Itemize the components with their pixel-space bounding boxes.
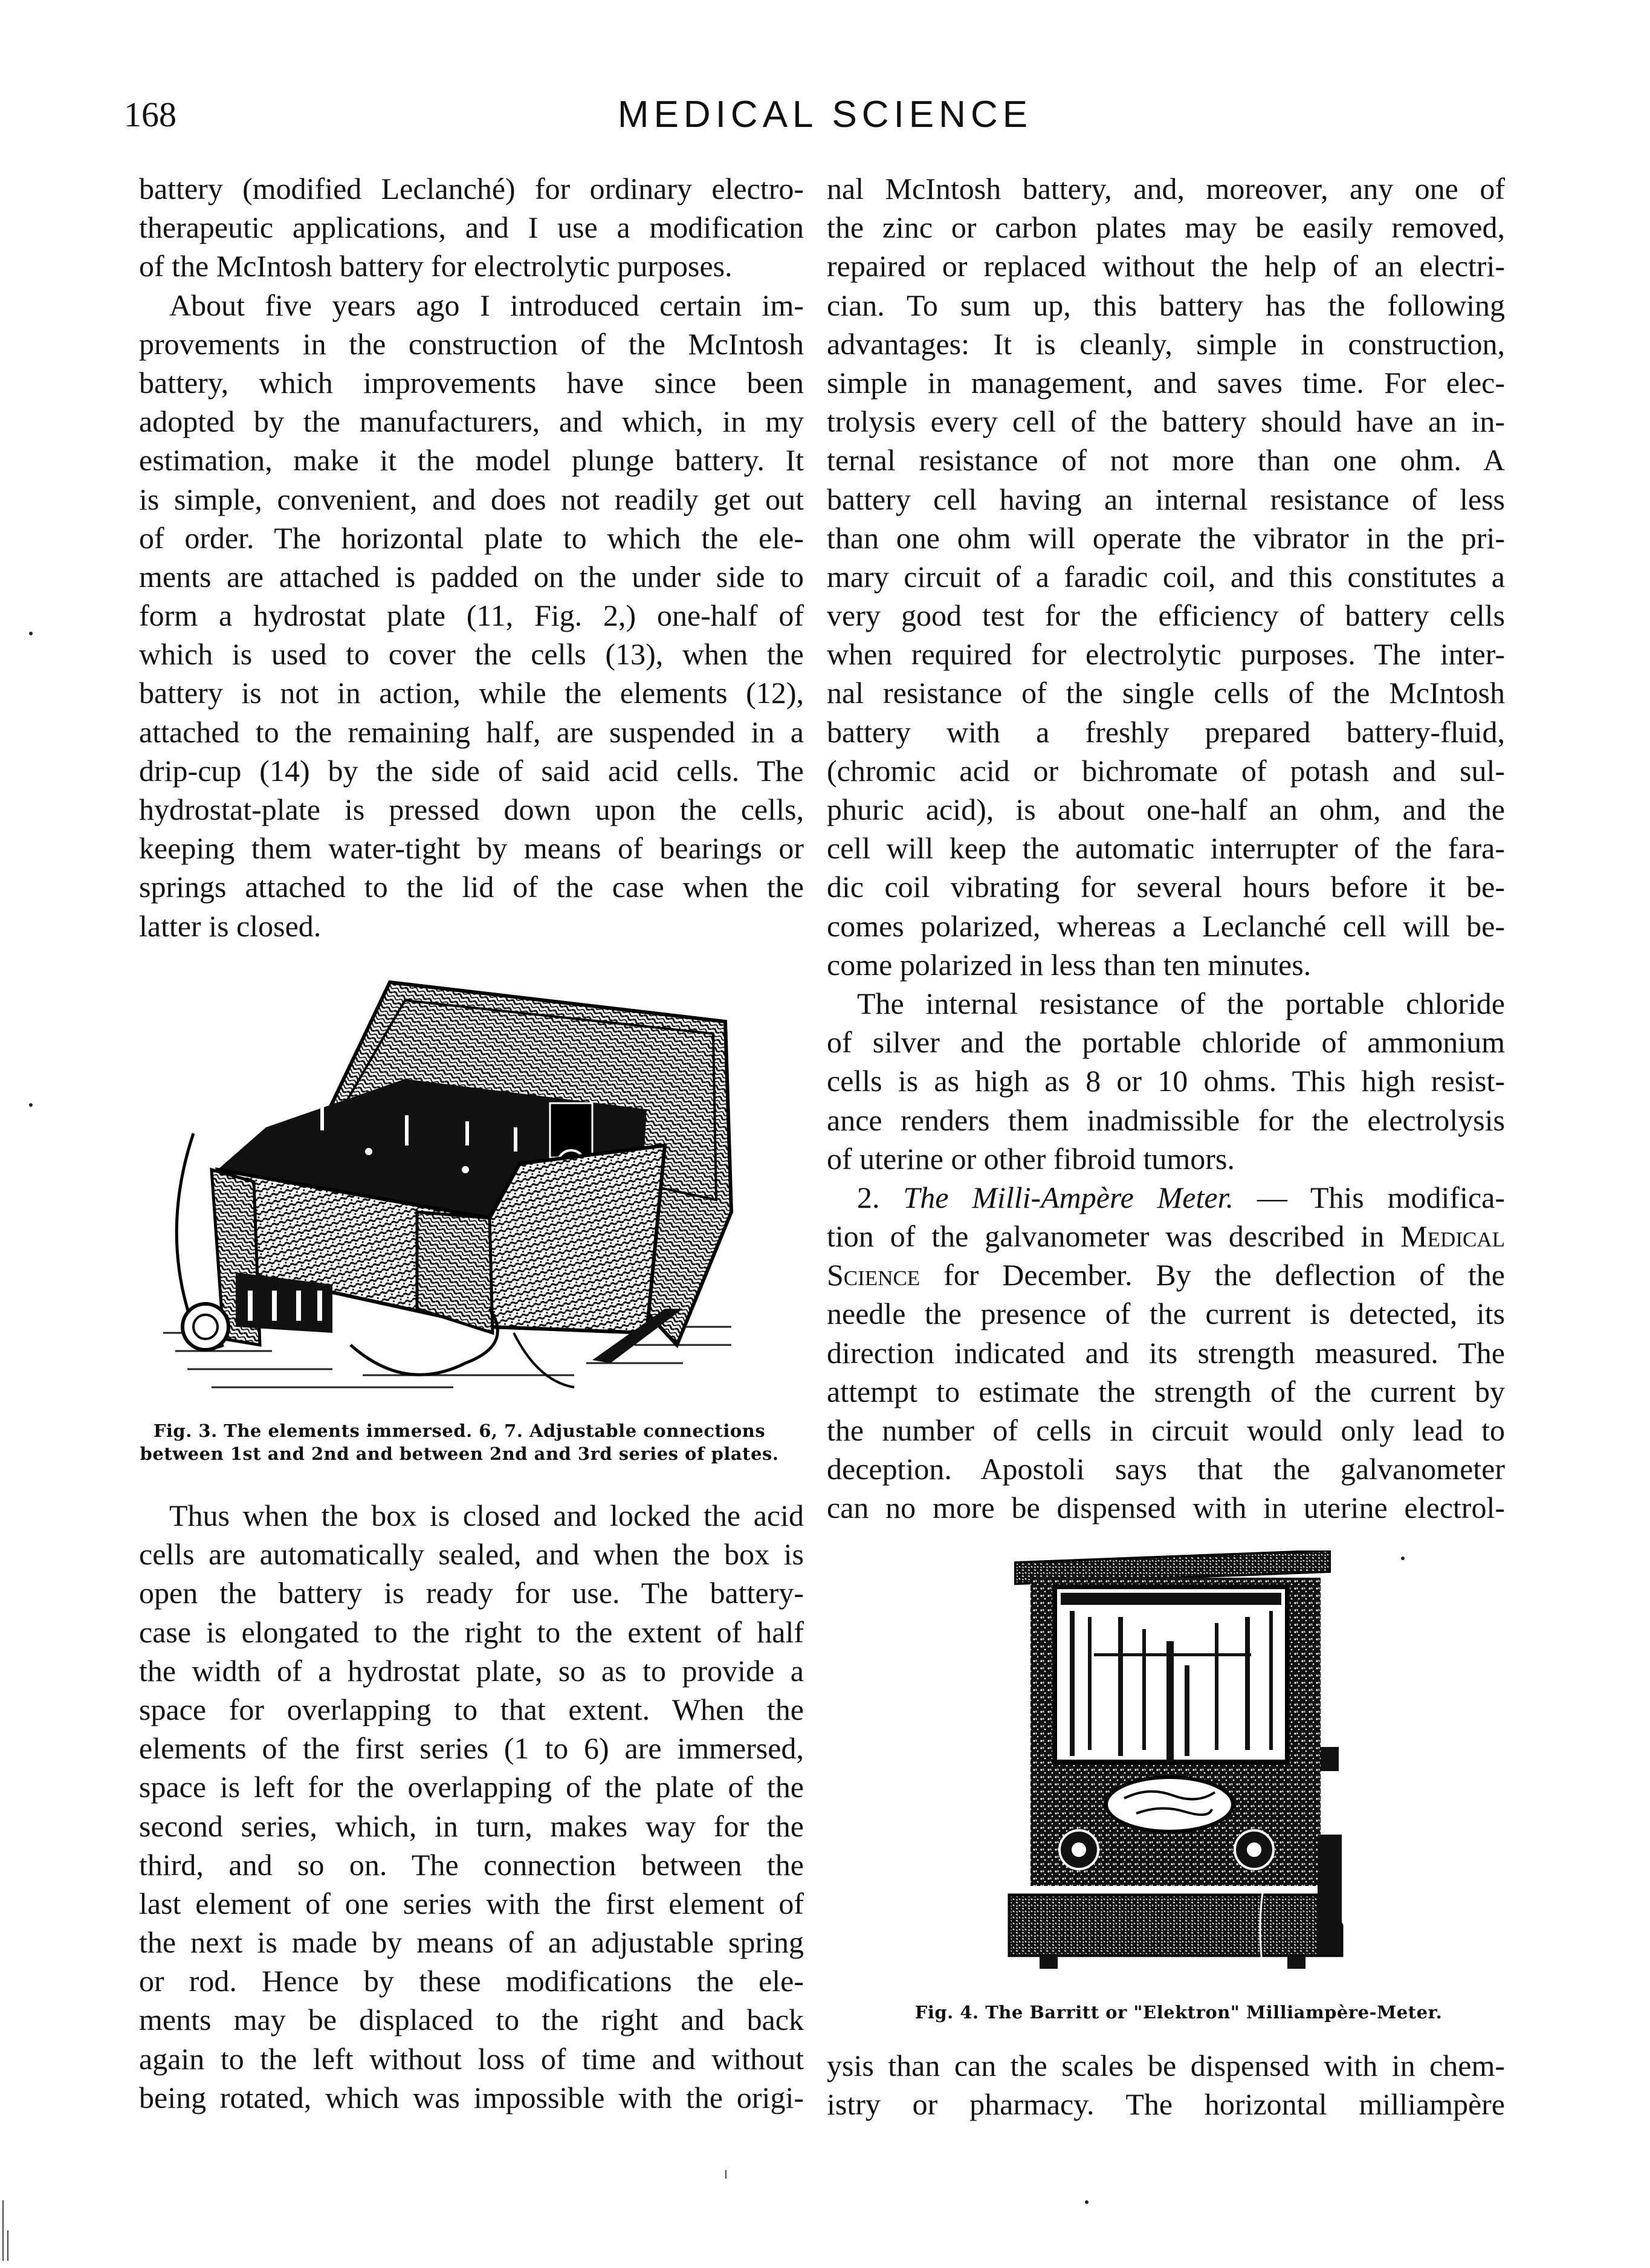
scan-speck: [29, 632, 33, 635]
paragraph-box-closed: [139, 1496, 804, 2117]
text-line: last element of one series with the first element of: [139, 1886, 804, 1920]
scan-edge-mark: [2, 2200, 4, 2261]
text-line: when required for electrolytic purposes. The inter-: [827, 637, 1505, 672]
text-line: keeping them water-tight by means of bearings or: [139, 831, 804, 866]
scan-edge-mark: [725, 2170, 726, 2179]
text-line: third, and so on. The connection between the: [139, 1847, 804, 1882]
text-line: adopted by the manufacturers, and which, in my: [139, 404, 804, 439]
text-line: battery with a freshly prepared battery-fluid,: [827, 714, 1505, 749]
text-line: needle the presence of the current is detected, its: [827, 1297, 1505, 1331]
text-line: ments are attached is padded on the under side to: [139, 559, 804, 594]
paragraph-mcintosh-continued: [827, 169, 1505, 984]
scan-edge-mark: [7, 2231, 8, 2261]
scan-speck: [29, 1103, 33, 1107]
figure-4: [1003, 1550, 1366, 1986]
text-line: ysis than can the scales be dispensed with in chem-: [827, 2049, 1505, 2082]
left-column: [139, 169, 804, 945]
journal-name: Medical: [1400, 1219, 1505, 1254]
text-line: drip-cup (14) by the side of said acid cells. The: [139, 753, 804, 788]
paragraph-chloride-cells: [827, 984, 1505, 1178]
text-line: of order. The horizontal plate to which the ele-: [139, 520, 804, 555]
text-line: open the battery is ready for use. The battery-: [139, 1576, 804, 1610]
battery-box-illustration-icon: [151, 970, 804, 1393]
caption-line: between 1st and 2nd and between 2nd and 3rd series of plates.: [140, 1443, 779, 1464]
paragraph-continued: [139, 169, 804, 286]
text-line: About five years ago I introduced certain im-: [169, 288, 804, 322]
figure-3: [151, 970, 804, 1393]
text-line: Thus when the box is closed and locked the acid: [169, 1498, 804, 1532]
section-title: The Milli-Ampère Meter.: [903, 1180, 1234, 1214]
text-line: ternal resistance of not more than one ohm. A: [827, 443, 1505, 478]
section-heading-line: [827, 1178, 1505, 1217]
text-line: mary circuit of a faradic coil, and this constitutes a: [827, 559, 1505, 594]
text-line: battery (modified Leclanché) for ordinary electro-: [139, 172, 804, 206]
text-line: advantages: It is cleanly, simple in construction,: [827, 326, 1505, 361]
text-line: come polarized in less than ten minutes.: [827, 947, 1312, 982]
text-line: again to the left without loss of time and without: [139, 2041, 804, 2076]
journal-name: Science: [827, 1258, 920, 1292]
text-line: battery, which improvements have since been: [139, 365, 804, 400]
page-number: 168: [124, 95, 176, 134]
right-column: [827, 169, 1505, 1528]
text-line: estimation, make it the model plunge battery. It: [139, 443, 804, 478]
section-number: 2.: [857, 1180, 880, 1214]
text-line: the next is made by means of an adjustable spring: [139, 1925, 804, 1960]
page-header: [0, 91, 1650, 139]
text-line: ments may be displaced to the right and back: [139, 2003, 804, 2037]
text-line: simple in management, and saves time. For elec-: [827, 365, 1505, 400]
text-line: of silver and the portable chloride of ammonium: [827, 1025, 1505, 1060]
text-line: is simple, convenient, and does not readily get out: [139, 482, 804, 516]
text-line: elements of the first series (1 to 6) are immersed,: [139, 1731, 804, 1766]
text-line: ance renders them inadmissible for the electrolysis: [827, 1103, 1505, 1137]
text-line: the number of cells in circuit would only lead to: [827, 1413, 1505, 1447]
scan-speck: [1401, 1557, 1405, 1560]
text-line: attached to the remaining half, are suspended in a: [139, 714, 804, 749]
text-line: can no more be dispensed with in uterine electrol-: [827, 1491, 1505, 1525]
text-line: form a hydrostat plate (11, Fig. 2,) one-half of: [139, 598, 804, 633]
left-column-lower: [139, 1496, 804, 2117]
text-line: provements in the construction of the McIntosh: [139, 326, 804, 361]
text-line: of uterine or other fibroid tumors.: [827, 1141, 1235, 1176]
text-line: repaired or replaced without the help of an electri-: [827, 249, 1505, 284]
text-line: hydrostat-plate is pressed down upon the cells,: [139, 792, 804, 826]
text-line: cells is as high as 8 or 10 ohms. This high resist-: [827, 1064, 1505, 1098]
text-line: Science for December. By the deflection of the: [827, 1258, 1505, 1292]
text-line: nal resistance of the single cells of the McIntosh: [827, 676, 1505, 710]
text-line: very good test for the efficiency of battery cells: [827, 598, 1505, 633]
text-line: latter is closed.: [139, 909, 322, 943]
text-line: tion of the galvanometer was described in Medical: [827, 1219, 1505, 1254]
figure-3-caption: [109, 1419, 810, 1465]
text-line: cell will keep the automatic interrupter of the fara-: [827, 831, 1505, 866]
caption-line: Fig. 3. The elements immersed. 6, 7. Adjustable connections: [153, 1421, 766, 1441]
paragraph-improvements: [139, 286, 804, 945]
text-line: attempt to estimate the strength of the current by: [827, 1374, 1505, 1408]
text-line: cells are automatically sealed, and when the box is: [139, 1537, 804, 1572]
text-line: cian. To sum up, this battery has the following: [827, 288, 1505, 322]
text-line: space is left for the overlapping of the plate of the: [139, 1770, 804, 1804]
text-line: battery cell having an internal resistance of less: [827, 482, 1505, 516]
text-line: istry or pharmacy. The horizontal milliampère: [827, 2087, 1505, 2122]
text-line: springs attached to the lid of the case when the: [139, 870, 804, 904]
section-lead-text: — This modifica-: [1234, 1180, 1505, 1214]
text-line: deception. Apostoli says that the galvanometer: [827, 1452, 1505, 1486]
text-line: being rotated, which was impossible with the origi-: [139, 2080, 804, 2114]
text-line: case is elongated to the right to the extent of half: [139, 1615, 804, 1649]
text-line: phuric acid), is about one-half an ohm, and the: [827, 792, 1505, 826]
text-line: The internal resistance of the portable chloride: [857, 986, 1505, 1020]
text-line: or rod. Hence by these modifications the ele-: [139, 1964, 804, 1998]
scan-speck: [1085, 2200, 1089, 2204]
text-line: nal McIntosh battery, and, moreover, any one of: [827, 172, 1505, 206]
text-line: direction indicated and its strength measured. The: [827, 1335, 1505, 1370]
text-line: the width of a hydrostat plate, so as to provide a: [139, 1653, 804, 1688]
text-line: (chromic acid or bichromate of potash and sul-: [827, 753, 1505, 788]
text-line: dic coil vibrating for several hours before it be-: [827, 870, 1505, 904]
right-column-lower: [827, 2046, 1505, 2124]
text-line: battery is not in action, while the elements (12),: [139, 676, 804, 710]
figure-4-caption: Fig. 4. The Barritt or "Elektron" Milliampère-Meter.: [914, 2002, 1443, 2023]
section-milli-ampere-meter: [827, 1178, 1505, 1528]
text-line: than one ohm will operate the vibrator in the pri-: [827, 520, 1505, 555]
text-line: of the McIntosh battery for electrolytic purposes.: [139, 249, 733, 284]
milliampere-meter-illustration-icon: [1003, 1550, 1366, 1986]
running-head: MEDICAL SCIENCE: [617, 94, 1033, 135]
text-line: space for overlapping to that extent. When the: [139, 1692, 804, 1726]
text-line: trolysis every cell of the battery should have an in-: [827, 404, 1505, 439]
text-line: which is used to cover the cells (13), when the: [139, 637, 804, 672]
text-line: therapeutic applications, and I use a modification: [139, 210, 804, 245]
text-line: second series, which, in turn, makes way for the: [139, 1809, 804, 1843]
text-line: the zinc or carbon plates may be easily removed,: [827, 210, 1505, 245]
text-line: comes polarized, whereas a Leclanché cell will be-: [827, 909, 1505, 943]
